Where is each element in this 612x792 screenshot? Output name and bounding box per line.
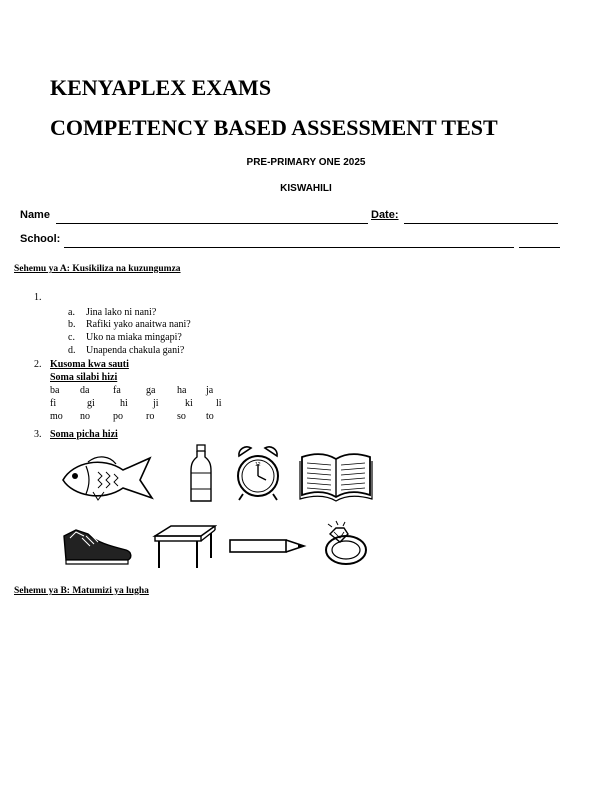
exam-provider-title: KENYAPLEX EXAMS xyxy=(50,75,272,100)
question-3-number: 3. xyxy=(34,429,42,440)
date-field[interactable] xyxy=(404,223,558,224)
syllable: ji xyxy=(153,398,159,409)
syllable: to xyxy=(206,411,214,422)
syllable: ha xyxy=(177,385,187,396)
syllable: ga xyxy=(146,385,156,396)
q1-item-d-text: Unapenda chakula gani? xyxy=(86,345,185,356)
ring-icon xyxy=(318,518,376,570)
subject-name: KISWAHILI xyxy=(280,183,332,194)
syllable: fa xyxy=(113,385,121,396)
school-field-extra[interactable] xyxy=(519,247,560,248)
fish-icon xyxy=(58,452,158,504)
syllable: fi xyxy=(50,398,57,409)
svg-text:12: 12 xyxy=(255,462,261,468)
syllable: ba xyxy=(50,385,60,396)
syllable: ki xyxy=(185,398,193,409)
alarm-clock-icon xyxy=(233,440,283,504)
shoe-icon xyxy=(60,524,134,566)
grade-level: PRE-PRIMARY ONE 2025 xyxy=(246,157,366,168)
name-field[interactable] xyxy=(56,223,368,224)
syllable: gi xyxy=(87,398,95,409)
q1-item-a-text: Jina lako ni nani? xyxy=(86,307,157,318)
syllable: po xyxy=(113,411,123,422)
q1-item-b-text: Rafiki yako anaitwa nani? xyxy=(86,319,191,330)
name-label: Name xyxy=(20,209,50,221)
syllable: hi xyxy=(120,398,128,409)
school-field[interactable] xyxy=(64,247,514,248)
syllable: ro xyxy=(146,411,155,422)
syllable: mo xyxy=(50,411,63,422)
syllable: no xyxy=(80,411,90,422)
syllable: so xyxy=(177,411,186,422)
section-a-heading: Sehemu ya A: Kusikiliza na kuzungumza xyxy=(14,264,181,274)
question-1-number: 1. xyxy=(34,292,42,303)
q1-item-a-letter: a. xyxy=(68,307,75,318)
syllable: li xyxy=(216,398,222,409)
book-icon xyxy=(298,447,374,503)
question-3-title: Soma picha hizi xyxy=(50,429,118,440)
q1-item-c-text: Uko na miaka mingapi? xyxy=(86,332,182,343)
section-b-heading: Sehemu ya B: Matumizi ya lugha xyxy=(14,586,149,596)
pencil-icon xyxy=(228,536,308,556)
bottle-icon xyxy=(188,443,214,505)
syllable: ja xyxy=(206,385,214,396)
question-2-title: Kusoma kwa sauti xyxy=(50,359,129,370)
exam-title: COMPETENCY BASED ASSESSMENT TEST xyxy=(50,115,498,140)
question-2-number: 2. xyxy=(34,359,42,370)
syllable: da xyxy=(80,385,90,396)
table-icon xyxy=(151,524,217,570)
date-label: Date: xyxy=(371,209,399,221)
q1-item-d-letter: d. xyxy=(68,345,76,356)
q1-item-b-letter: b. xyxy=(68,319,76,330)
question-2-subtitle: Soma silabi hizi xyxy=(50,372,118,383)
school-label: School: xyxy=(20,233,61,245)
q1-item-c-letter: c. xyxy=(68,332,75,343)
